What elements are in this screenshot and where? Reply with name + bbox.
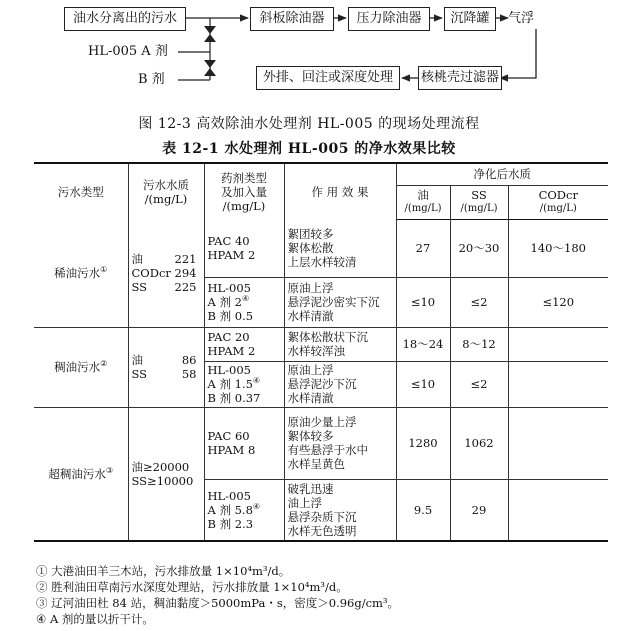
quality-name: 油 (131, 353, 143, 367)
table-row (34, 327, 608, 361)
result-oil-cell: 1280 (396, 407, 450, 479)
agent-text: HPAM 2 (207, 247, 256, 262)
sewage-type-label: 超稠油污水 (48, 466, 106, 481)
result-cod-cell (508, 479, 608, 541)
agent-cell (204, 277, 284, 327)
agent-text: HPAM 8 (207, 443, 256, 457)
sewage-type-cell (34, 407, 128, 541)
footnote-2: ② 胜利油田草南污水深度处理站，污水排放量 1×10⁴m³/d。 (36, 580, 348, 594)
agent-line (208, 429, 281, 443)
quality-line (132, 252, 201, 266)
table-footnotes (36, 563, 611, 627)
result-ss-cell: 29 (450, 479, 508, 541)
effect-cell (284, 219, 396, 277)
agent-text: HL-005 (207, 488, 252, 503)
sewage-type-label: 稀油污水 (54, 265, 101, 280)
effect-cell (284, 327, 396, 361)
agent-text: PAC 40 (207, 233, 250, 248)
effect-line: 水样清澈 (287, 391, 334, 405)
quality-name: CODcr (131, 265, 171, 280)
sewage-type-note: ③ (105, 465, 114, 475)
figure-caption: 图 12-3 高效除油水处理剂 HL-005 的现场处理流程 (138, 116, 480, 132)
agent-cell (204, 361, 284, 407)
header-ss: SS /(mg/L) (450, 185, 508, 219)
result-ss-cell: ≤2 (450, 361, 508, 407)
agent-text: PAC 20 (207, 330, 250, 344)
node-inclined-plate-deoiler: 斜板除油器 (250, 7, 334, 31)
agent-line (208, 443, 281, 457)
node-walnut-shell-filter: 核桃壳过滤器 (418, 66, 502, 90)
agent-note: ④ (252, 376, 261, 386)
result-cod-cell (508, 407, 608, 479)
quality-name: SS (131, 367, 148, 381)
header-cod: CODcr /(mg/L) (508, 185, 608, 219)
effect-line: 上层水样较清 (287, 254, 357, 269)
agent-text: B 剂 2.3 (207, 516, 254, 531)
effect-cell (284, 479, 396, 541)
header-after-purification: 净化后水质 (396, 163, 608, 185)
agent-cell (204, 219, 284, 277)
header-sewage-type: 污水类型 (34, 163, 128, 219)
result-cod-cell: 140～180 (508, 219, 608, 277)
result-oil-cell: 9.5 (396, 479, 450, 541)
header-effect: 作 用 效 果 (284, 163, 396, 219)
result-cod-cell (508, 327, 608, 361)
quality-value: 294 (174, 265, 197, 280)
agent-b-label: B 剂 (138, 72, 165, 87)
agent-text: HPAM 2 (207, 344, 256, 358)
sewage-quality-cell (128, 327, 204, 407)
agent-line (208, 377, 281, 391)
result-ss-cell: 8～12 (450, 327, 508, 361)
node-air-flotation: 气浮 (508, 11, 535, 26)
agent-text: A 剂 5.8 (207, 502, 253, 517)
result-cod-cell (508, 361, 608, 407)
valve-upper-icon (204, 26, 216, 42)
sewage-quality-cell (128, 407, 204, 541)
footnote-4: ④ A 剂的量以折干计。 (36, 612, 154, 626)
sewage-type-note: ② (100, 359, 108, 369)
agent-line (208, 503, 281, 517)
header-oil: 油 /(mg/L) (396, 185, 450, 219)
agent-note: ④ (241, 294, 250, 304)
sewage-type-cell (34, 219, 128, 327)
effect-line: 悬浮泥沙密实下沉 (287, 295, 380, 309)
node-pressure-deoiler: 压力除油器 (348, 7, 430, 31)
quality-name: 油 (131, 251, 143, 266)
sewage-type-label: 稠油污水 (54, 360, 101, 374)
agent-line (208, 248, 281, 262)
result-cod-cell: ≤120 (508, 277, 608, 327)
agent-line (208, 295, 281, 309)
sewage-type-note: ① (100, 264, 108, 274)
effect-line: 破乳迅速 (287, 481, 334, 496)
quality-name: SS (131, 279, 148, 294)
result-oil-cell: ≤10 (396, 361, 450, 407)
table-row (34, 407, 608, 479)
valve-lower-icon (204, 60, 216, 76)
effect-line: 絮体松散状下沉 (287, 330, 368, 344)
node-oil-water-separator: 油水分离出的污水 (64, 7, 186, 31)
effect-cell (284, 407, 396, 479)
effect-line: 油上浮 (287, 495, 322, 510)
agent-line (208, 517, 281, 531)
effect-line: 絮团较多 (287, 226, 334, 241)
sewage-quality-cell (128, 219, 204, 327)
agent-cell (204, 327, 284, 361)
result-oil-cell: 27 (396, 219, 450, 277)
agent-line (208, 234, 281, 248)
result-ss-cell: 20～30 (450, 219, 508, 277)
effect-line: 原油少量上浮 (287, 415, 357, 429)
result-oil-cell: 18～24 (396, 327, 450, 361)
agent-text: B 剂 0.5 (207, 309, 254, 323)
effect-cell (284, 361, 396, 407)
quality-line (132, 280, 201, 294)
node-discharge: 外排、回注或深度处理 (256, 66, 400, 90)
quality-value: 86 (181, 353, 197, 367)
agent-text: HL-005 (207, 281, 252, 295)
quality-line (132, 266, 201, 280)
purification-effect-table (34, 162, 608, 542)
effect-line: 絮体较多 (287, 429, 334, 443)
agent-note: ④ (252, 501, 261, 511)
quality-value: 58 (181, 367, 197, 381)
arrow-float-to-walnut (500, 29, 536, 78)
effect-line: 水样呈黄色 (287, 457, 345, 471)
effect-line: 悬浮杂质下沉 (287, 509, 357, 524)
agent-cell (204, 407, 284, 479)
effect-line: 水样无色透明 (287, 523, 357, 538)
table-caption: 表 12-1 水处理剂 HL-005 的净水效果比较 (162, 141, 456, 157)
effect-line: 原油上浮 (287, 363, 334, 377)
result-oil-cell: ≤10 (396, 277, 450, 327)
agent-cell (204, 479, 284, 541)
quality-line: SS≥10000 (131, 473, 194, 488)
effect-line: 水样较浑浊 (287, 344, 345, 358)
agent-line (208, 309, 281, 323)
effect-line: 水样清澈 (287, 309, 334, 323)
quality-line (132, 353, 201, 367)
result-ss-cell: ≤2 (450, 277, 508, 327)
effect-line: 有些悬浮于水中 (287, 443, 368, 457)
footnote-1: ① 大港油田羊三木站，污水排放量 1×10⁴m³/d。 (36, 564, 291, 578)
header-sewage-quality: 污水水质 /(mg/L) (128, 163, 204, 219)
agent-text: B 剂 0.37 (207, 391, 261, 405)
agent-line (208, 363, 281, 377)
result-ss-cell: 1062 (450, 407, 508, 479)
agent-line (208, 330, 281, 344)
sewage-type-cell (34, 327, 128, 407)
header-agent-type: 药剂类型 及加入量 /(mg/L) (204, 163, 284, 219)
quality-value: 225 (174, 279, 197, 294)
table-row (34, 219, 608, 277)
agent-text: HL-005 (207, 363, 252, 377)
node-settling-tank: 沉降罐 (444, 7, 496, 31)
agent-line (208, 344, 281, 358)
agent-line (208, 281, 281, 295)
footnote-3: ③ 辽河油田杜 84 站，稠油黏度＞5000mPa・s，密度＞0.96g/cm³。 (36, 596, 400, 610)
effect-cell (284, 277, 396, 327)
quality-value: 221 (174, 251, 197, 266)
quality-line (132, 367, 201, 381)
agent-text: A 剂 2 (207, 295, 242, 309)
agent-text: PAC 60 (207, 429, 250, 443)
agent-a-label: HL-005 A 剂 (88, 44, 168, 59)
agent-line (208, 391, 281, 405)
effect-line: 絮体松散 (287, 240, 334, 255)
agent-text: A 剂 1.5 (207, 377, 253, 391)
agent-line (208, 489, 281, 503)
effect-line: 悬浮泥沙下沉 (287, 377, 357, 391)
quality-line: 油≥20000 (131, 459, 190, 474)
effect-line: 原油上浮 (287, 281, 334, 295)
